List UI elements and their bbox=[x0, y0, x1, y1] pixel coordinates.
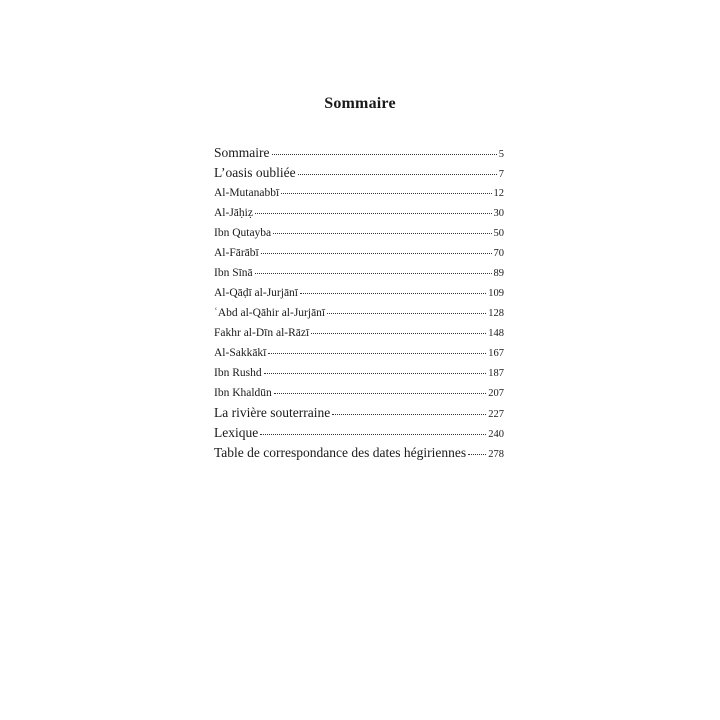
toc-entry bbox=[214, 405, 504, 425]
dot-leader bbox=[255, 203, 492, 214]
toc-entry-page-number: 109 bbox=[488, 288, 504, 299]
dot-leader bbox=[274, 383, 486, 394]
toc-entry-label: Al-Sakkākī bbox=[214, 347, 267, 359]
page-title: Sommaire bbox=[324, 95, 396, 112]
toc-entry-label: La rivière souterraine bbox=[214, 405, 331, 420]
table-of-contents bbox=[214, 145, 504, 465]
toc-entry-label: Table de correspondance des dates hégiriennes bbox=[214, 445, 467, 460]
toc-entry-page-number: 50 bbox=[493, 228, 504, 239]
toc-entry bbox=[214, 425, 504, 445]
toc-entry-page-number: 30 bbox=[493, 208, 504, 219]
toc-entry bbox=[214, 345, 504, 365]
toc-entry-label: Fakhr al-Dīn al-Rāzī bbox=[214, 327, 310, 339]
dot-leader bbox=[332, 404, 486, 415]
toc-entry-label: Ibn Qutayba bbox=[214, 227, 272, 239]
toc-entry-label: Ibn Khaldūn bbox=[214, 387, 272, 399]
toc-entry-label: ʿAbd al-Qāhir al-Jurjānī bbox=[214, 307, 326, 319]
toc-entry bbox=[214, 365, 504, 385]
toc-entry bbox=[214, 285, 504, 305]
toc-entry bbox=[214, 225, 504, 245]
toc-entry bbox=[214, 185, 504, 205]
toc-entry bbox=[214, 145, 504, 165]
toc-entry bbox=[214, 325, 504, 345]
toc-entry-label: Al-Qāḍī al-Jurjānī bbox=[214, 287, 298, 299]
toc-entry bbox=[214, 245, 504, 265]
toc-entry-page-number: 278 bbox=[488, 449, 504, 460]
toc-entry-page-number: 187 bbox=[488, 368, 504, 379]
toc-entry-label: Al-Mutanabbī bbox=[214, 187, 280, 199]
dot-leader bbox=[255, 263, 492, 274]
dot-leader bbox=[327, 303, 486, 314]
toc-entry-page-number: 7 bbox=[498, 169, 504, 180]
toc-entry bbox=[214, 165, 504, 185]
dot-leader bbox=[468, 444, 486, 455]
toc-entry-label: L’oasis oubliée bbox=[214, 165, 296, 180]
toc-entry-label: Ibn Rushd bbox=[214, 367, 262, 379]
toc-entry-page-number: 5 bbox=[498, 149, 504, 160]
toc-entry-page-number: 167 bbox=[488, 348, 504, 359]
toc-entry-page-number: 148 bbox=[488, 328, 504, 339]
toc-entry-page-number: 240 bbox=[488, 429, 504, 440]
toc-entry-page-number: 227 bbox=[488, 409, 504, 420]
dot-leader bbox=[268, 343, 486, 354]
dot-leader bbox=[311, 323, 486, 334]
toc-entry bbox=[214, 385, 504, 405]
toc-entry-page-number: 12 bbox=[493, 188, 504, 199]
toc-entry-label: Al-Jāḥiẓ bbox=[214, 207, 253, 219]
toc-entry-label: Sommaire bbox=[214, 145, 270, 160]
toc-entry-page-number: 70 bbox=[493, 248, 504, 259]
dot-leader bbox=[264, 363, 487, 374]
toc-entry-label: Al-Fārābī bbox=[214, 247, 259, 259]
dot-leader bbox=[272, 144, 497, 155]
dot-leader bbox=[260, 424, 486, 435]
dot-leader bbox=[300, 283, 486, 294]
dot-leader bbox=[298, 164, 497, 175]
toc-entry bbox=[214, 445, 504, 465]
dot-leader bbox=[281, 183, 491, 194]
dot-leader bbox=[261, 243, 492, 254]
toc-entry-page-number: 207 bbox=[488, 388, 504, 399]
toc-entry-label: Lexique bbox=[214, 425, 259, 440]
dot-leader bbox=[273, 223, 491, 234]
toc-entry-label: Ibn Sīnā bbox=[214, 267, 253, 279]
toc-entry bbox=[214, 265, 504, 285]
toc-entry bbox=[214, 305, 504, 325]
toc-entry-page-number: 128 bbox=[488, 308, 504, 319]
toc-entry-page-number: 89 bbox=[493, 268, 504, 279]
toc-entry bbox=[214, 205, 504, 225]
